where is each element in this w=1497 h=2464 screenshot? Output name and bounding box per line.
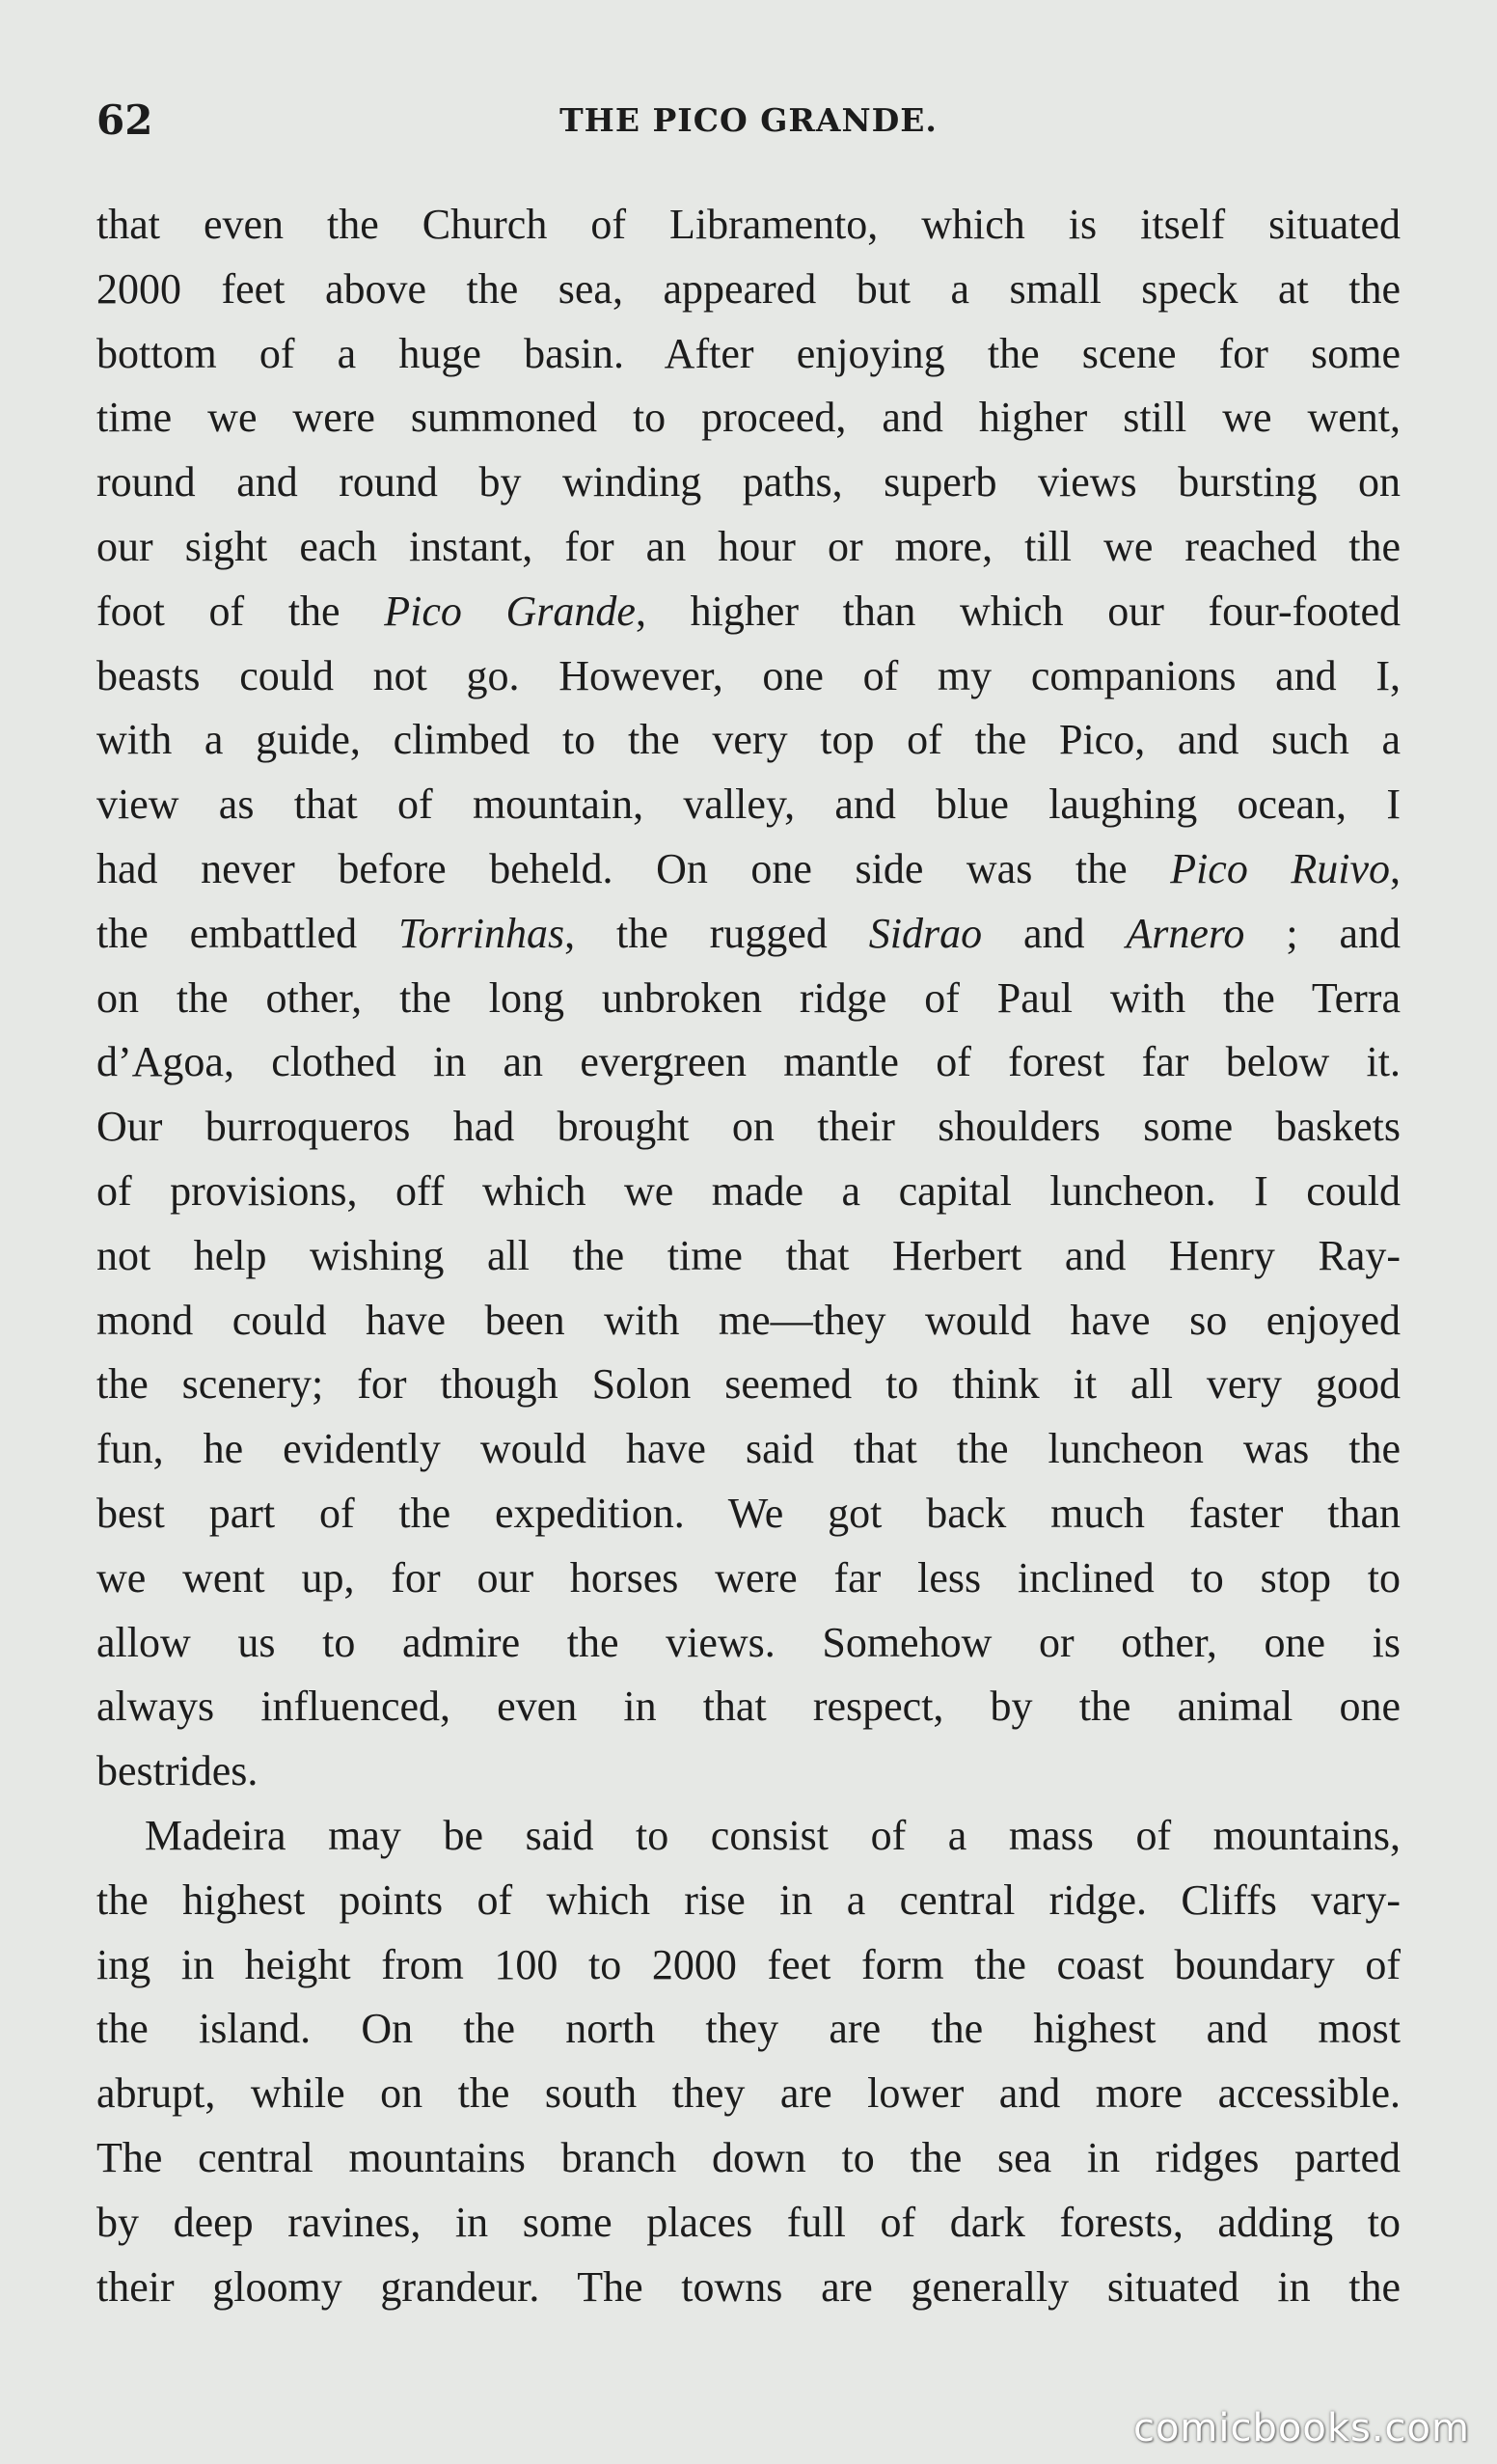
text-line: beasts could not go. However, one of my companions and I, <box>96 651 1401 699</box>
text-line: we went up, for our horses were far less inclined to stop to <box>96 1553 1401 1602</box>
text-line: abrupt, while on the south they are lower and more accessible. <box>96 2069 1401 2118</box>
text-line: view as that of mountain, valley, and blue laughing ocean, I <box>96 780 1401 829</box>
text-line: d’Agoa, clothed in an evergreen mantle of forest far below it. <box>96 1038 1401 1086</box>
text-line: time we were summoned to proceed, and higher still we went, <box>96 394 1401 442</box>
italic-name: Sidrao <box>868 909 983 957</box>
text-line: on the other, the long unbroken ridge of Paul with the Terra <box>96 973 1401 1022</box>
text-line: fun, he evidently would have said that the luncheon was the <box>96 1425 1401 1473</box>
italic-name: Arnero <box>1126 909 1245 957</box>
text-segment: , the rugged <box>564 909 869 957</box>
italic-name: Pico Grande <box>384 587 636 635</box>
text-segment: foot of the <box>96 587 385 635</box>
running-head: THE PICO GRANDE. <box>559 101 938 139</box>
text-line: the scenery; for though Solon seemed to think it all very good <box>96 1360 1401 1409</box>
page-number: 62 <box>96 96 153 144</box>
text-line: 2000 feet above the sea, appeared but a small speck at the <box>96 264 1401 313</box>
text-line <box>96 902 1401 967</box>
text-line: their gloomy grandeur. The towns are generally situated in the <box>96 2262 1401 2311</box>
text-line: bestrides. <box>96 1747 259 1795</box>
text-line: The central mountains branch down to the sea in ridges parted <box>96 2133 1401 2181</box>
text-line: round and round by winding paths, superb views bursting on <box>96 458 1401 506</box>
text-line: that even the Church of Libramento, which is itself situated <box>96 201 1401 248</box>
text-line: best part of the expedition. We got back much faster than <box>96 1489 1401 1537</box>
text-line: Our burroqueros had brought on their shoulders some baskets <box>96 1103 1401 1151</box>
watermark: comicbooks.com <box>1132 2406 1470 2450</box>
text-line: mond could have been with me—they would have so enjoyed <box>96 1296 1401 1344</box>
text-line: ing in height from 100 to 2000 feet form the coast boundary of <box>96 1940 1401 1988</box>
text-line <box>96 837 1401 902</box>
text-line: allow us to admire the views. Somehow or other, one is <box>96 1618 1401 1666</box>
text-segment: , <box>1390 844 1401 892</box>
italic-name: Pico Ruivo <box>1170 844 1390 892</box>
text-segment: , higher than which our four-footed <box>635 587 1402 635</box>
text-line: Madeira may be said to consist of a mass of mountains, <box>145 1811 1401 1859</box>
text-line: bottom of a huge basin. After enjoying the scene for some <box>96 329 1401 377</box>
text-line: by deep ravines, in some places full of dark forests, adding to <box>96 2198 1401 2246</box>
text-segment: the embattled <box>96 909 399 957</box>
text-line: the highest points of which rise in a central ridge. Cliffs vary- <box>96 1875 1401 1924</box>
text-segment: ; and <box>1244 909 1401 957</box>
text-line: with a guide, climbed to the very top of the Pico, and such a <box>96 716 1401 764</box>
text-segment: had never before beheld. On one side was the <box>96 844 1171 892</box>
text-segment: and <box>982 909 1127 957</box>
italic-name: Torrinhas <box>398 909 565 957</box>
body-text <box>96 193 1401 2319</box>
text-line <box>96 580 1401 644</box>
text-line: always influenced, even in that respect, by the animal one <box>96 1683 1401 1731</box>
page-header <box>96 92 1401 159</box>
text-line: of provisions, off which we made a capital luncheon. I could <box>96 1166 1401 1215</box>
text-line: the island. On the north they are the highest and most <box>96 2005 1401 2053</box>
text-line: not help wishing all the time that Herbert and Henry Ray- <box>96 1231 1401 1279</box>
text-line: our sight each instant, for an hour or more, till we reached the <box>96 522 1401 570</box>
